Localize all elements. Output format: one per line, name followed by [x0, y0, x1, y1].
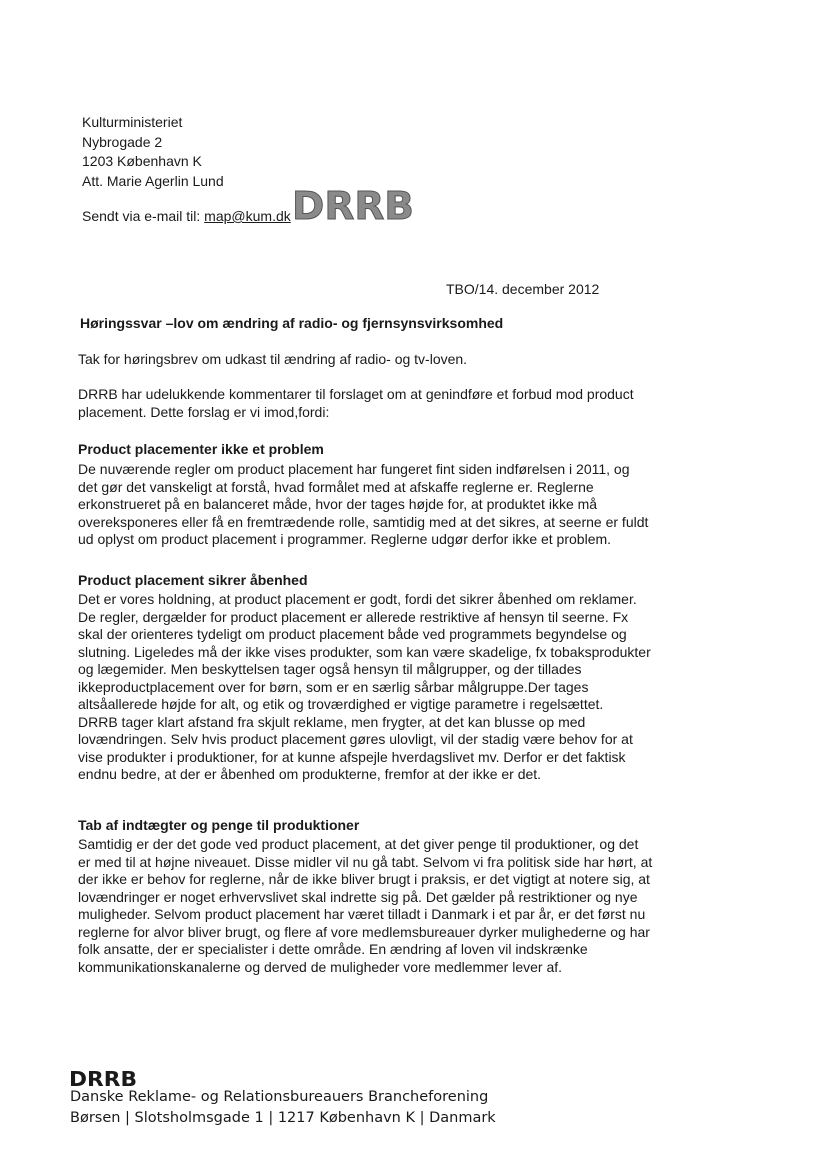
address-line: Kulturministeriet: [82, 114, 183, 130]
text-line: kommunikationskanalerne og derved de muligheder vore medlemmer lever af.: [78, 958, 563, 975]
text-line: og lægemider. Men beskyttelsen tager også hensyn til målgrupper, og der tillades: [78, 661, 582, 677]
text-line: DRRB tager klart afstand fra skjult reklame, men frygter, at det kan blusse op med: [78, 713, 586, 730]
section-body: [78, 591, 668, 784]
text-line: det gør det vanskeligt at forstå, hvad formålet med at afskaffe reglerne er. Reglerne: [78, 478, 594, 495]
drrb-logo: [292, 186, 416, 224]
text-line: skal der orienteres tydeligt om product placement både ved programmets begyndelse og: [78, 626, 627, 642]
text-line: overeksponeres eller få en fremtrædende rolle, samtidig med at det sikres, at seerne er fuldt: [78, 513, 649, 530]
text-line: erkonstrueret på en balanceret måde, hvor der tages højde for, at produktet ikke må: [78, 496, 598, 512]
intro-paragraph-2: [78, 386, 668, 421]
text-line: ikkeproductplacement over for børn, som er en særlig sårbar målgruppe.Der tages: [78, 678, 589, 695]
sent-via-email: [82, 208, 291, 224]
text-line: vise produkter i produktioner, for at kunne afspejle hverdagslivet mv. Derfor er det faktisk: [78, 748, 626, 765]
letter-subject: Høringssvar –lov om ændring af radio- og fjernsynsvirksomhed: [80, 315, 504, 331]
text-line: De nuværende regler om product placement har fungeret fint siden indførelsen i 2011, og: [78, 461, 630, 477]
address-line: 1203 København K: [82, 153, 202, 169]
text-line: lovændringen. Selv hvis product placement gøres ulovligt, vil der stadig være behov for at: [78, 731, 633, 747]
section-heading: Product placement sikrer åbenhed: [78, 572, 308, 588]
text-line: DRRB har udelukkende kommentarer til forslaget om at genindføre et forbud mod product: [78, 386, 634, 402]
text-line: Samtidig er der det gode ved product placement, at det giver penge til produktioner, og det: [78, 836, 639, 852]
section-body: [78, 836, 668, 976]
text-line: er med til at højne niveauet. Disse midler vil nu gå tabt. Selvom vi fra politisk side har hørt, at: [78, 853, 653, 870]
address-line: Nybrogade 2: [82, 133, 163, 150]
text-line: ud oplyst om product placement i programmer. Reglerne udgør derfor ikke et problem.: [78, 531, 612, 547]
logo-text: DRRB: [292, 186, 414, 224]
section-body: [78, 461, 668, 549]
sent-label: Sendt via e-mail til:: [82, 208, 205, 224]
email-link[interactable]: map@kum.dk: [204, 208, 291, 224]
footer-address: Børsen | Slotsholmsgade 1 | 1217 København K | Danmark: [70, 1110, 496, 1126]
text-line: altsåallerede højde for alt, og etik og troværdighed er vigtige parametre i regelsættet.: [78, 696, 604, 712]
footer-drrb-logo: [69, 1068, 139, 1088]
text-line: muligheder. Selvom product placement har været tilladt i Danmark i et par år, er det først nu: [78, 906, 646, 922]
text-line: der ikke er behov for reglerne, når de ikke bliver brugt i praksis, er det vigtigt at notere sig, at: [78, 871, 650, 887]
text-line: placement. Dette forslag er vi imod,fordi:: [78, 403, 330, 420]
text-line: folk ansatte, der er specialister i dette område. En ændring af loven vil indskrænke: [78, 941, 588, 957]
section-heading: Product placementer ikke et problem: [78, 441, 324, 457]
text-line: De regler, dergælder for product placement er allerede restriktive af hensyn til seerne. Fx: [78, 608, 629, 625]
text-line: reglerne for alvor bliver brugt, og flere af vore medlemsbureauer dyrker mulighederne og har: [78, 923, 650, 940]
text-line: lovændringer er noget erhvervslivet skal indrette sig på. Det gælder på restriktioner og nye: [78, 888, 638, 905]
text-line: slutning. Ligeledes må der ikke vises produkter, som kan være skadelige, fx tobaksprodukter: [78, 643, 651, 660]
footer-organization: Danske Reklame- og Relationsbureauers Brancheforening: [70, 1089, 489, 1105]
text-line: endnu bedre, at der er åbenhed om produkterne, fremfor at der ikke er det.: [78, 766, 542, 782]
letter-footer: [70, 1087, 496, 1129]
footer-logo-text: DRRB: [69, 1068, 137, 1088]
text-line: Det er vores holdning, at product placement er godt, fordi det sikrer åbenhed om reklamer.: [78, 591, 637, 607]
intro-paragraph: Tak for høringsbrev om udkast til ændring af radio- og tv-loven.: [78, 351, 468, 367]
address-line: Att. Marie Agerlin Lund: [82, 172, 224, 189]
letter-date: TBO/14. december 2012: [446, 281, 600, 297]
recipient-address: [82, 113, 224, 191]
section-heading: Tab af indtægter og penge til produktioner: [78, 817, 360, 833]
